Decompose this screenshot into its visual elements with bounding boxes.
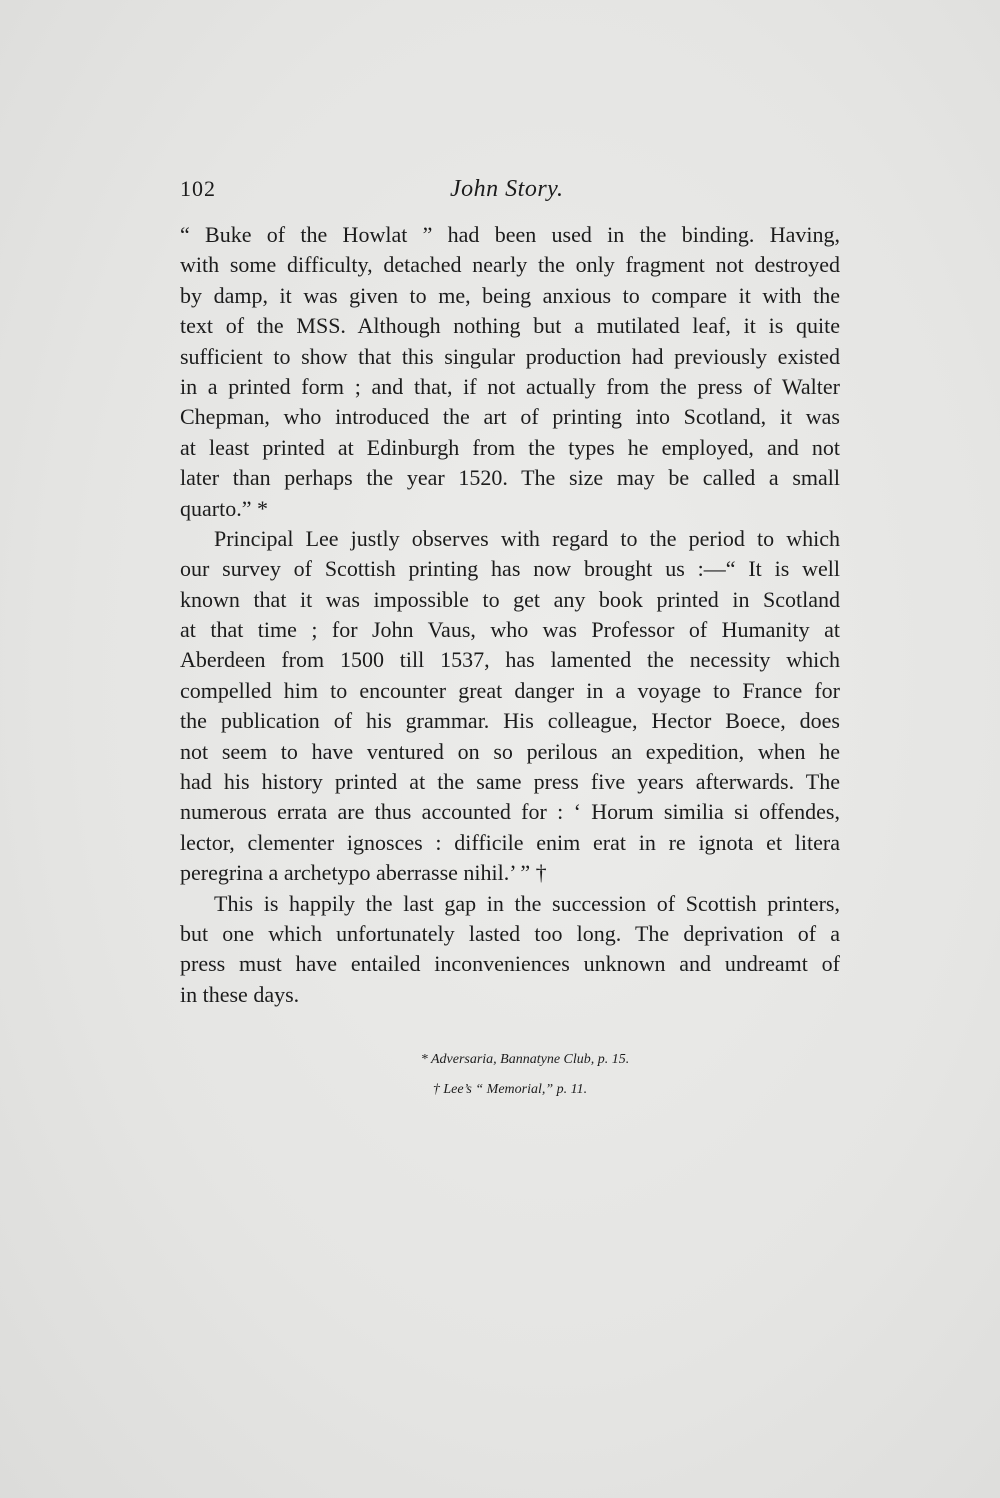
text-line: at that time ; for John Vaus, who was Professor of Humanity at — [180, 617, 840, 643]
text-line: but one which unfortunately lasted too long. The deprivation of a — [180, 920, 840, 946]
footnote-dagger: † Lee’s “ Memorial,” p. 11. — [432, 1082, 588, 1097]
text-line: in a printed form ; and that, if not actually from the press of Walter — [180, 373, 840, 399]
text-line: with some difficulty, detached nearly the only fragment not destroyed — [180, 252, 840, 278]
text-line: “ Buke of the Howlat ” had been used in the binding. Having, — [180, 222, 840, 247]
text-line: lector, clementer ignosces : difficile enim erat in re ignota et litera — [180, 829, 840, 855]
text-line: our survey of Scottish printing has now brought us :—“ It is well — [180, 556, 840, 582]
paragraph-1 — [180, 220, 840, 524]
running-header — [180, 176, 840, 210]
running-title: John Story. — [450, 176, 564, 202]
text-line: known that it was impossible to get any book printed in Scotland — [180, 586, 840, 612]
text-line: numerous errata are thus accounted for : ‘ Horum similia si offendes, — [180, 799, 840, 825]
footnote-asterisk: * Adversaria, Bannatyne Club, p. 15. — [420, 1052, 630, 1067]
text-line: in these days. — [180, 981, 300, 1007]
text-line: press must have entailed inconveniences unknown and undreamt of — [180, 951, 840, 977]
text-line: Aberdeen from 1500 till 1537, has lamented the necessity which — [180, 647, 840, 673]
text-line: the publication of his grammar. His colleague, Hector Boece, does — [180, 708, 840, 734]
footnotes — [180, 1045, 840, 1105]
body-text — [180, 220, 840, 1010]
text-line: had his history printed at the same press five years afterwards. The — [180, 769, 840, 795]
text-line: sufficient to show that this singular production had previously existed — [180, 343, 840, 369]
text-line: Chepman, who introduced the art of printing into Scotland, it was — [180, 404, 840, 430]
paragraph-2 — [180, 524, 840, 889]
text-line: later than perhaps the year 1520. The size may be called a small — [180, 465, 840, 491]
text-line: at least printed at Edinburgh from the types he employed, and not — [180, 434, 840, 460]
text-line: compelled him to encounter great danger in a voyage to France for — [180, 677, 840, 703]
text-line: quarto.” * — [180, 495, 268, 521]
text-line: This is happily the last gap in the succession of Scottish printers, — [214, 890, 840, 916]
text-line: by damp, it was given to me, being anxious to compare it with the — [180, 282, 840, 308]
paragraph-3 — [180, 889, 840, 1011]
text-line: not seem to have ventured on so perilous an expedition, when he — [180, 738, 840, 764]
page-number: 102 — [180, 176, 216, 201]
text-line: text of the MSS. Although nothing but a mutilated leaf, it is quite — [180, 313, 840, 339]
text-line: peregrina a archetypo aberrasse nihil.’ ” † — [180, 860, 547, 886]
text-line: Principal Lee justly observes with regard to the period to which — [214, 525, 840, 551]
